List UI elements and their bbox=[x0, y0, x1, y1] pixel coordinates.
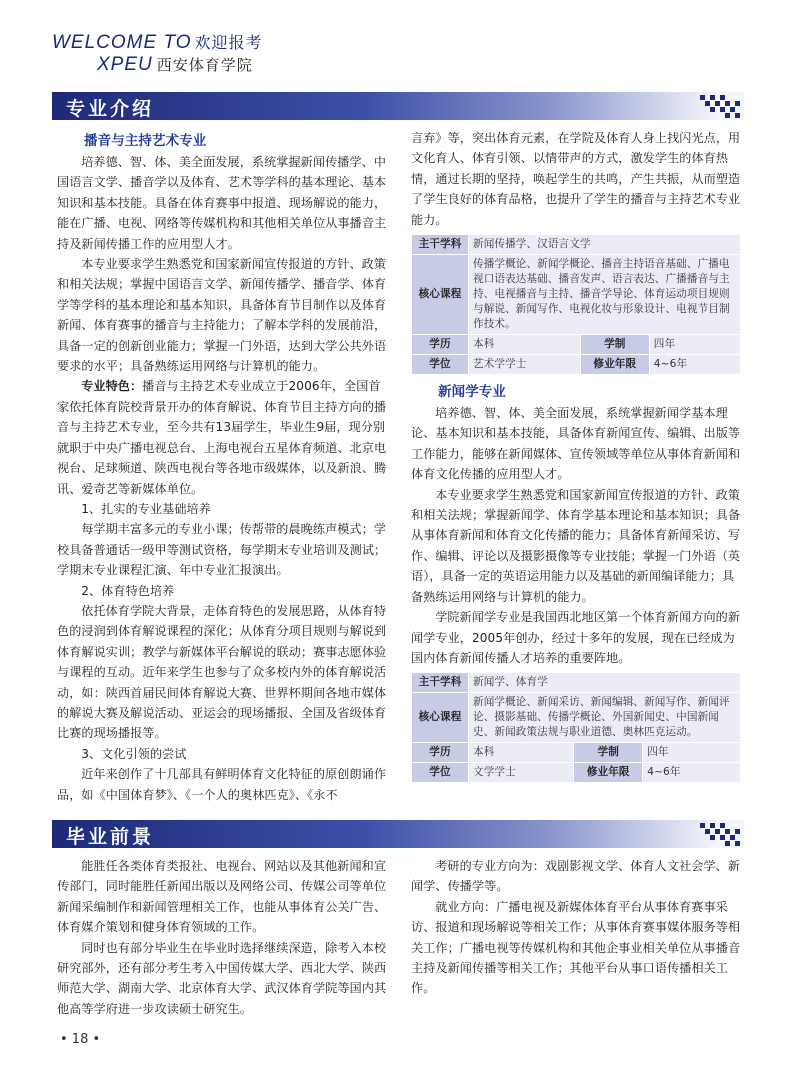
study-years-value: 4~6年 bbox=[649, 355, 740, 375]
pixel-decoration bbox=[700, 92, 744, 120]
future-paragraph-2: 同时也有部分毕业生在毕业时选择继续深造，除考入本校研究部外，还有部分考生考入中国传媒大学、西北大学、陕西师范大学、湖南大学、北京体育大学、武汉体育学院等国内其他高等学府进一步攻读硕士研究生。 bbox=[57, 940, 387, 1016]
main-subject-label: 主干学科 bbox=[412, 235, 469, 255]
study-years-label: 修业年限 bbox=[580, 355, 649, 375]
journalism-title: 新闻学专业 bbox=[438, 384, 506, 401]
duration-value: 四年 bbox=[649, 335, 740, 355]
table-row bbox=[412, 255, 741, 335]
broadcast-title: 播音与主持艺术专业 bbox=[84, 133, 207, 149]
education-label: 学历 bbox=[412, 743, 469, 763]
intro-right-column bbox=[411, 128, 744, 789]
broadcast-feature-text: 播音与主持艺术专业成立于2006年，全国首家依托体育院校背景开办的体育解说、体育节目主持方向的播音与主持艺术专业，至今共有13届学生，毕业生9届，现分别就职于中央广播电视总台、上海电视台五星体育频道、北京电视台、足球频道、陕西电视台等各地市级媒体，以及新浪、腾讯、爱奇艺等新媒体单位。 bbox=[57, 379, 387, 496]
broadcast-paragraph-1: 培养德、智、体、美全面发展，系统掌握新闻传播学、中国语言文学、播音学以及体育、艺术等学科的基本理论、基本知识和基本技能。具备在体育赛事中报道、现场解说的能力，能在广播、电视、网络等传媒机构和其他相关单位从事播音主持及新闻传播工作的应用型人才。 bbox=[57, 155, 387, 251]
header-welcome-cn: 欢迎报考 bbox=[194, 33, 263, 52]
journalism-info-table bbox=[411, 672, 741, 783]
duration-value: 四年 bbox=[643, 743, 741, 763]
future-paragraph-1: 能胜任各类体育类报社、电视台、网站以及其他新闻和宣传部门，同时能胜任新闻出版以及网络公司、传媒公司等单位新闻采编制作和新闻管理相关工作，也能从事体育公关广告、体育媒介策划和健身体育领域的工作。 bbox=[57, 859, 387, 935]
broadcast-paragraph-3 bbox=[57, 376, 390, 498]
header-line-2 bbox=[97, 55, 263, 74]
education-value: 本科 bbox=[469, 335, 581, 355]
page-number: • 18 • bbox=[60, 1032, 101, 1047]
table-row bbox=[412, 235, 741, 255]
header-school-cn: 西安体育学院 bbox=[156, 56, 253, 74]
table-row bbox=[412, 763, 741, 783]
journalism-paragraph-3: 学院新闻学专业是我国西北地区第一个体育新闻方向的新闻学专业，2005年创办，经过十多年的发展，现在已经成为国内体育新闻传播人才培养的重要阵地。 bbox=[411, 610, 741, 665]
pixel-decoration bbox=[700, 820, 744, 848]
table-row bbox=[412, 693, 741, 743]
header-school-en: XPEU bbox=[97, 54, 153, 75]
degree-value: 文学学士 bbox=[469, 763, 574, 783]
future-paragraph-4: 就业方向：广播电视及新媒体体育平台从事体育赛事采访、报道和现场解说等相关工作；从事体育赛事媒体服务等相关工作；广播电视等传媒机构和其他企事业相关单位从事播音主持及新闻传播等相关工作；其他平台从事口语传播相关工作。 bbox=[411, 899, 741, 996]
section-bar-future bbox=[52, 820, 744, 848]
broadcast-subheading-1: 1、扎实的专业基础培养 bbox=[81, 501, 211, 516]
study-years-value: 4~6年 bbox=[643, 763, 741, 783]
section-bar-intro bbox=[52, 92, 744, 120]
degree-label: 学位 bbox=[412, 763, 469, 783]
core-courses-label: 核心课程 bbox=[412, 693, 469, 743]
broadcast-feature-lead: 专业特色： bbox=[81, 379, 143, 394]
header-line-1 bbox=[52, 33, 263, 52]
broadcast-paragraph-2: 本专业要求学生熟悉党和国家新闻宣传报道的方针、政策和相关法规；掌握中国语言文学、新闻传播学、播音学、体育学等学科的基本理论和基本知识，具备体育节目制作以及体育新闻、体育赛事的播音与主持能力；了解本学科的发展前沿，具备一定的创新创业能力；掌握一门外语，达到大学公共外语要求的水平；具备熟练运用网络与计算机的能力。 bbox=[57, 257, 387, 374]
degree-value: 艺术学学士 bbox=[469, 355, 581, 375]
broadcast-paragraph-6: 近年来创作了十几部具有鲜明体育文化特征的原创朗诵作品，如《中国体育梦》、《一个人的奥林匹克》、《永不 bbox=[57, 767, 387, 802]
intro-left-column bbox=[57, 130, 390, 805]
core-courses-label: 核心课程 bbox=[412, 255, 469, 335]
broadcast-paragraph-5: 依托体育学院大背景，走体育特色的发展思路，从体育特色的浸润到体育解说课程的深化；从体育分项目规则与解说到体育解说实训；教学与新媒体平台解说的联动；赛事志愿体验与课程的互动。近年来学生也参与了众多校内外的体育解说活动，如：陕西首届民间体育解说大赛、世界杯期间各地市媒体的解说大赛及解说活动、亚运会的现场播报、全国及省级体育比赛的现场播报等。 bbox=[57, 603, 387, 741]
future-paragraph-3: 考研的专业方向为：戏剧影视文学、体育人文社会学、新闻学、传播学等。 bbox=[411, 859, 741, 894]
broadcast-paragraph-6-continued: 言弃》等，突出体育元素，在学院及体育人身上找闪光点，用文化育人、体育引领、以情带声的方式，激发学生的体育热情，通过长期的坚持，唤起学生的共鸣，产生共振，从而塑造了学生良好的体育品格，也提升了学生的播音与主持艺术专业能力。 bbox=[411, 131, 741, 227]
degree-label: 学位 bbox=[412, 355, 469, 375]
table-row bbox=[412, 335, 741, 355]
section-title-intro: 专业介绍 bbox=[66, 98, 155, 120]
study-years-label: 修业年限 bbox=[574, 763, 643, 783]
future-right-column bbox=[411, 856, 744, 999]
journalism-paragraph-2: 本专业要求学生熟悉党和国家新闻宣传报道的方针、政策和相关法规；掌握新闻学、体育学基本理论和基本知识；具备从事体育新闻和体育文化传播的能力；具备体育新闻采访、写作、编辑、评论以及摄影摄像等专业技能；掌握一门外语（英语），具备一定的英语运用能力以及基础的新闻编译能力；具备熟练运用网络与计算机的能力。 bbox=[411, 487, 741, 604]
duration-label: 学制 bbox=[580, 335, 649, 355]
main-subject-value: 新闻学、体育学 bbox=[469, 673, 741, 693]
magazine-header bbox=[52, 33, 263, 74]
journalism-paragraph-1: 培养德、智、体、美全面发展，系统掌握新闻学基本理论、基本知识和基本技能，具备体育新闻宣传、编辑、出版等工作能力，能够在新闻媒体、宣传领域等单位从事体育新闻和体育文化传播的应用型人才。 bbox=[411, 406, 741, 482]
main-subject-label: 主干学科 bbox=[412, 673, 469, 693]
future-left-column bbox=[57, 856, 390, 1019]
section-title-future: 毕业前景 bbox=[66, 826, 155, 848]
main-subject-value: 新闻传播学、汉语言文学 bbox=[469, 235, 741, 255]
broadcast-paragraph-4: 每学期丰富多元的专业小课；传帮带的晨晚练声模式；学校具备普通话一级甲等测试资格，每学期末专业培训及测试；学期末专业课程汇演、年中专业汇报演出。 bbox=[57, 522, 387, 578]
table-row bbox=[412, 743, 741, 763]
education-value: 本科 bbox=[469, 743, 574, 763]
broadcast-info-table bbox=[411, 234, 741, 375]
table-row bbox=[412, 355, 741, 375]
duration-label: 学制 bbox=[574, 743, 643, 763]
core-courses-value: 传播学概论、新闻学概论、播音主持语音基础、广播电视口语表达基础、播音发声、语言表达、广播播音与主持、电视播音与主持、播音学导论、体育运动项目规则与解说、新闻写作、电视化妆与形象设计、电视节目制作技术。 bbox=[469, 255, 741, 335]
broadcast-subheading-2: 2、体育特色培养 bbox=[81, 583, 175, 598]
header-welcome-en: WELCOME TO bbox=[52, 32, 192, 53]
education-label: 学历 bbox=[412, 335, 469, 355]
core-courses-value: 新闻学概论、新闻采访、新闻编辑、新闻写作、新闻评论、摄影基础、传播学概论、外国新闻史、中国新闻史、新闻政策法规与职业道德、奥林匹克运动。 bbox=[469, 693, 741, 743]
table-row bbox=[412, 673, 741, 693]
broadcast-subheading-3: 3、文化引领的尝试 bbox=[81, 746, 187, 761]
